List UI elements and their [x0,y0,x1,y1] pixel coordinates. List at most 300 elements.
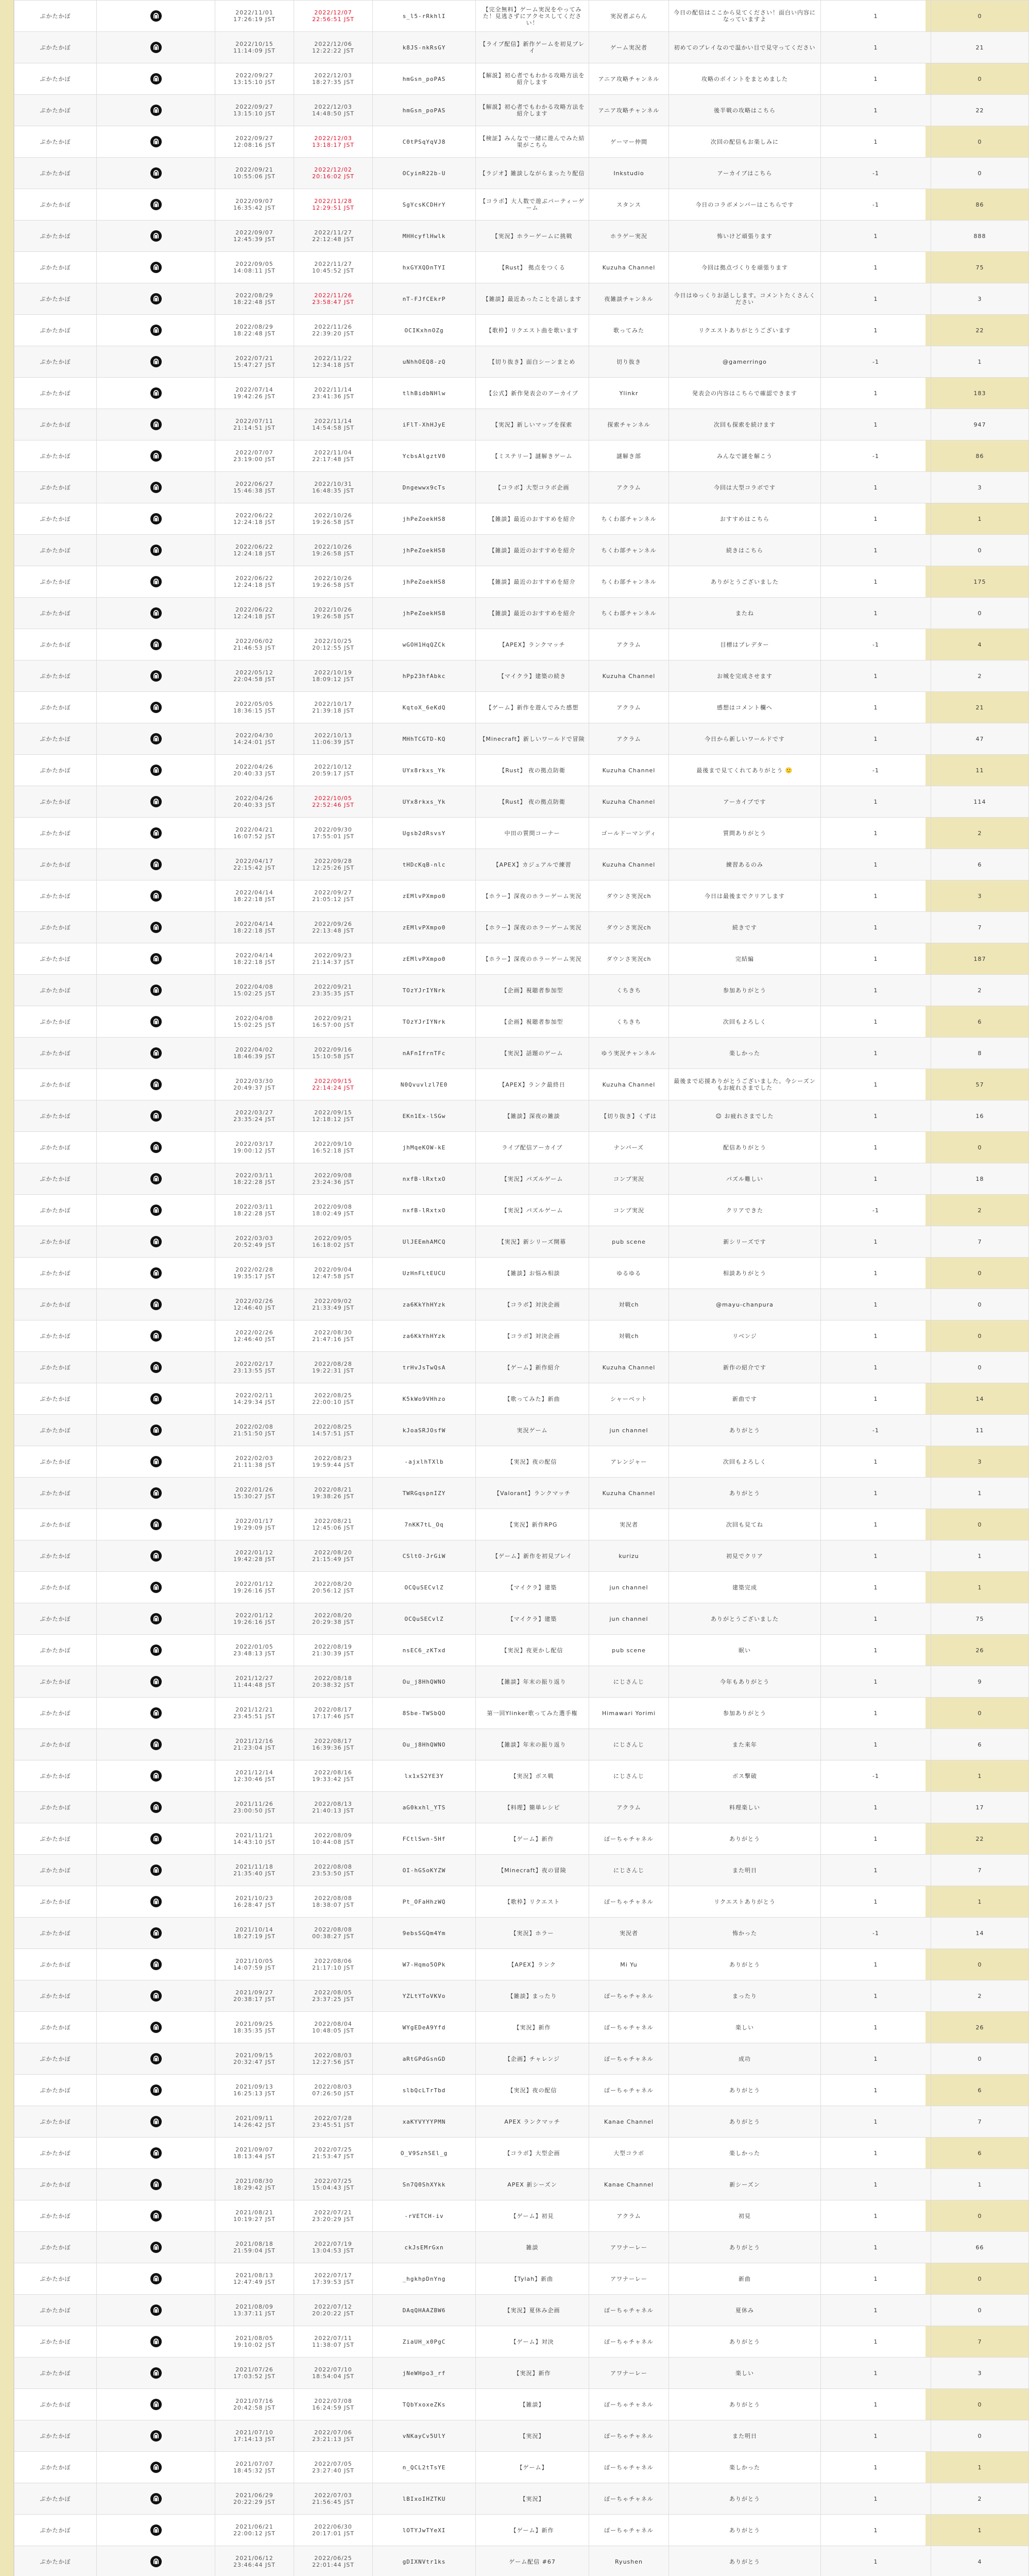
user-cell: ぷかたかぽ [14,629,97,660]
table-row[interactable] [14,2452,1029,2483]
comment-text-cell: 😊 お疲れさまでした [669,1100,821,1132]
published-date-cell: 2021/09/27 20:38:17 JST [215,1980,294,2012]
channel-logo-cell [97,1478,215,1509]
comment-text-cell: ありがとうございました [669,566,821,598]
video-id-cell: lx1xS2YE3Y [373,1760,476,1792]
rating-cell: 1 [821,1289,931,1320]
channel-logo-icon [150,1519,162,1530]
published-date-cell: 2022/01/12 19:26:16 JST [215,1603,294,1635]
user-cell: ぷかたかぽ [14,1540,97,1572]
comment-date-cell: 2022/10/25 20:12:55 JST [294,629,373,660]
table-row[interactable] [14,2138,1029,2169]
table-row[interactable] [14,346,1029,378]
comment-date-cell: 2022/09/27 21:05:12 JST [294,880,373,912]
rating-cell: 1 [821,2043,931,2075]
like-count-cell: 0 [931,2200,1029,2232]
like-count-cell: 1 [931,1572,1029,1603]
table-row[interactable] [14,2232,1029,2263]
comment-date-cell: 2022/10/12 20:59:17 JST [294,755,373,786]
user-cell: ぷかたかぽ [14,566,97,598]
video-title-cell: 【実況】パズルゲーム [476,1163,589,1195]
comment-text-cell: リベンジ [669,1320,821,1352]
published-date-cell: 2022/07/11 21:14:51 JST [215,409,294,440]
table-row[interactable] [14,723,1029,755]
comment-text-cell: クリアできた [669,1195,821,1226]
table-row[interactable] [14,1886,1029,1918]
published-date-cell: 2022/06/22 12:24:18 JST [215,535,294,566]
channel-name-cell: スタンス [589,189,669,221]
table-row[interactable] [14,126,1029,158]
video-id-cell: OCQuSECvlZ [373,1603,476,1635]
channel-logo-cell [97,1666,215,1698]
rating-cell: 1 [821,32,931,63]
table-row[interactable] [14,472,1029,503]
table-row[interactable] [14,2326,1029,2358]
table-row[interactable] [14,252,1029,283]
table-row[interactable] [14,1540,1029,1572]
table-row[interactable] [14,1635,1029,1666]
comment-date-cell: 2022/07/08 16:24:59 JST [294,2389,373,2420]
video-title-cell: 【雑談】最近のおすすめを紹介 [476,598,589,629]
channel-name-cell: 大型コラボ [589,2138,669,2169]
video-title-cell: 【Minecraft】夜の冒険 [476,1855,589,1886]
video-id-cell: OCQuSECvlZ [373,1572,476,1603]
comment-date-cell: 2022/08/03 07:26:50 JST [294,2075,373,2106]
video-title-cell: 中田の質問コーナー [476,818,589,849]
table-row[interactable] [14,189,1029,221]
table-row[interactable] [14,315,1029,346]
comment-date-cell: 2022/07/21 23:20:29 JST [294,2200,373,2232]
table-row[interactable] [14,1980,1029,2012]
comment-date-cell: 2022/09/28 12:25:26 JST [294,849,373,880]
rating-cell: 1 [821,1,931,32]
rating-cell: 1 [821,2169,931,2200]
like-count-cell: 2 [931,975,1029,1006]
channel-logo-icon [150,1739,162,1750]
channel-name-cell: Mi Yu [589,1949,669,1980]
rating-cell: 1 [821,126,931,158]
channel-logo-icon [150,2556,162,2567]
video-title-cell: 【雑談】深夜の雑談 [476,1100,589,1132]
table-row[interactable] [14,409,1029,440]
table-row[interactable] [14,1195,1029,1226]
channel-logo-icon [150,513,162,524]
published-date-cell: 2022/09/07 16:35:42 JST [215,189,294,221]
rating-cell: 1 [821,1383,931,1415]
published-date-cell: 2022/09/21 10:55:06 JST [215,158,294,189]
table-row[interactable] [14,1100,1029,1132]
table-row[interactable] [14,1383,1029,1415]
comment-date-cell: 2022/08/21 19:38:26 JST [294,1478,373,1509]
video-id-cell: W7-Hqmo5OPk [373,1949,476,1980]
table-row[interactable] [14,1,1029,32]
rating-cell: 1 [821,1698,931,1729]
rating-cell: -1 [821,440,931,472]
rating-cell: 1 [821,1006,931,1038]
rating-cell: 1 [821,2295,931,2326]
video-title-cell: 【APEX】カジュアルで練習 [476,849,589,880]
table-row[interactable] [14,1729,1029,1760]
video-id-cell: vNKayCv5UlY [373,2420,476,2452]
rating-cell: 1 [821,692,931,723]
user-cell: ぷかたかぽ [14,1289,97,1320]
channel-name-cell: jun channel [589,1603,669,1635]
video-title-cell: 【ゲーム】初見 [476,2200,589,2232]
table-row[interactable] [14,1132,1029,1163]
table-row[interactable] [14,1446,1029,1478]
table-row[interactable] [14,95,1029,126]
table-row[interactable] [14,880,1029,912]
comment-date-cell: 2022/10/31 16:48:35 JST [294,472,373,503]
table-row[interactable] [14,2043,1029,2075]
video-id-cell: aRtGPdGsnGD [373,2043,476,2075]
table-row[interactable] [14,158,1029,189]
channel-name-cell: Kuzuha Channel [589,1352,669,1383]
comment-text-cell: まったり [669,1980,821,2012]
table-row[interactable] [14,1855,1029,1886]
channel-name-cell: ぽーちゃチャネル [589,1823,669,1855]
rating-cell: 1 [821,1100,931,1132]
table-row[interactable] [14,1006,1029,1038]
channel-name-cell: ぽーちゃチャネル [589,2075,669,2106]
table-row[interactable] [14,1038,1029,1069]
table-row[interactable] [14,2012,1029,2043]
user-cell: ぷかたかぽ [14,378,97,409]
video-title-cell: 【雑談】最近のおすすめを紹介 [476,566,589,598]
table-row[interactable] [14,2295,1029,2326]
channel-logo-cell [97,283,215,315]
comment-date-cell: 2022/12/03 14:48:50 JST [294,95,373,126]
published-date-cell: 2021/12/16 21:23:04 JST [215,1729,294,1760]
comment-text-cell: 今日のコラボメンバーはこちらです [669,189,821,221]
channel-logo-icon [150,733,162,744]
comment-date-cell: 2022/10/26 19:26:58 JST [294,503,373,535]
comment-date-cell: 2022/07/25 15:04:43 JST [294,2169,373,2200]
channel-logo-cell [97,1320,215,1352]
table-row[interactable] [14,1666,1029,1698]
rating-cell: 1 [821,2358,931,2389]
channel-logo-icon [150,2524,162,2536]
channel-name-cell: ぽーちゃチャネル [589,2043,669,2075]
published-date-cell: 2022/04/02 18:46:39 JST [215,1038,294,1069]
video-id-cell: nsEC6_zKTxd [373,1635,476,1666]
video-title-cell: 【マイクラ】建築 [476,1603,589,1635]
channel-name-cell: Kuzuha Channel [589,252,669,283]
channel-name-cell: ゲーマー仲間 [589,126,669,158]
channel-logo-cell [97,315,215,346]
channel-name-cell: ゆるゆる [589,1258,669,1289]
channel-logo-cell [97,2389,215,2420]
rating-cell: -1 [821,755,931,786]
like-count-cell: 1 [931,1478,1029,1509]
comment-text-cell: 新曲 [669,2263,821,2295]
channel-logo-icon [150,2399,162,2410]
table-row[interactable] [14,2389,1029,2420]
comment-date-cell: 2022/08/06 21:17:10 JST [294,1949,373,1980]
channel-logo-icon [150,607,162,619]
channel-logo-cell [97,1006,215,1038]
rating-cell: 1 [821,1823,931,1855]
table-row[interactable] [14,1823,1029,1855]
rating-cell: 1 [821,1132,931,1163]
video-title-cell: 【実況】新作 [476,2012,589,2043]
channel-name-cell: アニア攻略チャンネル [589,95,669,126]
table-row[interactable] [14,63,1029,95]
channel-logo-cell [97,660,215,692]
table-row[interactable] [14,818,1029,849]
video-title-cell: 【実況】夏休み企画 [476,2295,589,2326]
like-count-cell: 17 [931,1792,1029,1823]
video-title-cell: 【実況】ホラー [476,1918,589,1949]
comment-text-cell: 料理楽しい [669,1792,821,1823]
video-title-cell: ゲーム配信 #67 [476,2546,589,2576]
comment-date-cell: 2022/10/13 11:06:39 JST [294,723,373,755]
channel-logo-cell [97,629,215,660]
comment-date-cell: 2022/08/30 21:47:16 JST [294,1320,373,1352]
user-cell: ぷかたかぽ [14,1509,97,1540]
table-row[interactable] [14,1509,1029,1540]
table-row[interactable] [14,975,1029,1006]
table-row[interactable] [14,849,1029,880]
video-id-cell: O_V9SzhSEl_g [373,2138,476,2169]
channel-logo-cell [97,1163,215,1195]
published-date-cell: 2022/06/22 12:24:18 JST [215,503,294,535]
table-row[interactable] [14,1163,1029,1195]
video-title-cell: 【実況】新しいマップを探索 [476,409,589,440]
channel-name-cell: シャーベット [589,1383,669,1415]
rating-cell: 1 [821,1980,931,2012]
table-row[interactable] [14,32,1029,63]
channel-logo-cell [97,2075,215,2106]
table-row[interactable] [14,1698,1029,1729]
table-row[interactable] [14,912,1029,943]
channel-name-cell: pub scene [589,1635,669,1666]
video-id-cell: n_QCL2tTsYE [373,2452,476,2483]
comment-date-cell: 2022/11/14 23:41:36 JST [294,378,373,409]
video-title-cell: 【コラボ】大型コラボ企画 [476,472,589,503]
channel-name-cell: 切り抜き [589,346,669,378]
comment-date-cell: 2022/11/27 10:45:52 JST [294,252,373,283]
rating-cell: 1 [821,95,931,126]
published-date-cell: 2021/06/21 22:00:12 JST [215,2515,294,2546]
rating-cell: 1 [821,1603,931,1635]
table-row[interactable] [14,1792,1029,1823]
channel-logo-icon [150,1173,162,1184]
comment-text-cell: ありがとう [669,1949,821,1980]
comment-text-cell: 新曲です [669,1383,821,1415]
user-cell: ぷかたかぽ [14,660,97,692]
published-date-cell: 2022/01/05 23:48:13 JST [215,1635,294,1666]
channel-logo-icon [150,1299,162,1310]
like-count-cell: 21 [931,32,1029,63]
table-row[interactable] [14,2075,1029,2106]
channel-logo-cell [97,2263,215,2295]
comment-text-cell: 次回もよろしく [669,1006,821,1038]
like-count-cell: 26 [931,2012,1029,2043]
like-count-cell: 0 [931,1352,1029,1383]
channel-logo-icon [150,1582,162,1593]
channel-name-cell: くちきち [589,975,669,1006]
comment-text-cell: 楽しかった [669,1038,821,1069]
table-row[interactable] [14,1069,1029,1100]
comment-text-cell: ありがとう [669,2515,821,2546]
published-date-cell: 2021/08/30 18:29:42 JST [215,2169,294,2200]
table-row[interactable] [14,2358,1029,2389]
table-row[interactable] [14,786,1029,818]
channel-name-cell: 歌ってみた [589,315,669,346]
video-id-cell: WYgEDeA9Yfd [373,2012,476,2043]
table-row[interactable] [14,1918,1029,1949]
table-row[interactable] [14,2420,1029,2452]
table-row[interactable] [14,2515,1029,2546]
table-row[interactable] [14,1949,1029,1980]
published-date-cell: 2022/02/28 19:35:17 JST [215,1258,294,1289]
channel-logo-icon [150,2242,162,2253]
table-row[interactable] [14,2200,1029,2232]
table-row[interactable] [14,598,1029,629]
user-cell: ぷかたかぽ [14,1729,97,1760]
comment-date-cell: 2022/09/10 16:52:18 JST [294,1132,373,1163]
rating-cell: 1 [821,1446,931,1478]
rating-cell: 1 [821,566,931,598]
comment-text-cell: 続きです [669,912,821,943]
video-id-cell: gDIXNVtr1ks [373,2546,476,2576]
channel-name-cell: 【切り抜き】くずは [589,1100,669,1132]
rating-cell: 1 [821,975,931,1006]
user-cell: ぷかたかぽ [14,1823,97,1855]
published-date-cell: 2022/04/17 22:15:42 JST [215,849,294,880]
rating-cell: 1 [821,598,931,629]
comment-text-cell: ありがとう [669,2326,821,2358]
comment-date-cell: 2022/07/17 17:39:53 JST [294,2263,373,2295]
published-date-cell: 2021/09/07 18:13:44 JST [215,2138,294,2169]
rating-cell: 1 [821,2483,931,2515]
table-row[interactable] [14,1320,1029,1352]
table-row[interactable] [14,1258,1029,1289]
table-row[interactable] [14,440,1029,472]
table-row[interactable] [14,1478,1029,1509]
video-title-cell: 【検証】みんなで一緒に遊んでみた結果がこちら [476,126,589,158]
comment-date-cell: 2022/09/15 12:18:12 JST [294,1100,373,1132]
like-count-cell: 947 [931,409,1029,440]
video-title-cell: 雑談 [476,2232,589,2263]
table-row[interactable] [14,2263,1029,2295]
table-row[interactable] [14,1289,1029,1320]
user-cell: ぷかたかぽ [14,535,97,566]
channel-logo-icon [150,639,162,650]
comment-text-cell: 攻略のポイントをまとめました [669,63,821,95]
table-row[interactable] [14,378,1029,409]
channel-name-cell: kurizu [589,1540,669,1572]
video-id-cell: SgYcsKCDHrY [373,189,476,221]
table-row[interactable] [14,2106,1029,2138]
user-cell: ぷかたかぽ [14,189,97,221]
table-row[interactable] [14,1603,1029,1635]
table-row[interactable] [14,566,1029,598]
channel-name-cell: コンプ実況 [589,1195,669,1226]
published-date-cell: 2021/12/21 23:45:51 JST [215,1698,294,1729]
published-date-cell: 2022/05/05 18:36:15 JST [215,692,294,723]
table-row[interactable] [14,2483,1029,2515]
like-count-cell: 2 [931,2483,1029,2515]
rating-cell: 1 [821,1949,931,1980]
published-date-cell: 2021/09/25 18:35:35 JST [215,2012,294,2043]
table-row[interactable] [14,660,1029,692]
comment-date-cell: 2022/08/13 21:40:13 JST [294,1792,373,1823]
table-row[interactable] [14,1226,1029,1258]
comment-text-cell: 今回は大型コラボです [669,472,821,503]
channel-logo-icon [150,199,162,210]
video-title-cell: 【ゲーム】新作 [476,2515,589,2546]
channel-name-cell: アクラム [589,1792,669,1823]
channel-logo-cell [97,818,215,849]
table-row[interactable] [14,1572,1029,1603]
channel-logo-cell [97,975,215,1006]
video-id-cell: KqtoX_6eKdQ [373,692,476,723]
channel-logo-cell [97,503,215,535]
channel-logo-cell [97,2232,215,2263]
table-row[interactable] [14,755,1029,786]
channel-logo-cell [97,158,215,189]
video-title-cell: 【実況】新作 [476,2358,589,2389]
channel-logo-cell [97,252,215,283]
table-row[interactable] [14,2169,1029,2200]
table-row[interactable] [14,1352,1029,1383]
table-row[interactable] [14,1415,1029,1446]
like-count-cell: 0 [931,2295,1029,2326]
channel-logo-cell [97,566,215,598]
video-id-cell: hPp23hfAbkc [373,660,476,692]
rating-cell: -1 [821,158,931,189]
channel-name-cell: アクラム [589,2200,669,2232]
video-title-cell: 【実況】ホラーゲームに挑戦 [476,221,589,252]
table-row[interactable] [14,629,1029,660]
table-row[interactable] [14,692,1029,723]
comment-text-cell: ありがとう [669,2075,821,2106]
table-row[interactable] [14,503,1029,535]
comment-date-cell: 2022/06/30 20:17:01 JST [294,2515,373,2546]
comment-text-cell: また明日 [669,2420,821,2452]
channel-logo-icon [150,985,162,996]
table-row[interactable] [14,221,1029,252]
user-cell: ぷかたかぽ [14,2420,97,2452]
like-count-cell: 2 [931,1980,1029,2012]
channel-logo-cell [97,440,215,472]
published-date-cell: 2022/06/22 12:24:18 JST [215,566,294,598]
channel-logo-icon [150,765,162,776]
channel-logo-icon [150,419,162,430]
table-row[interactable] [14,535,1029,566]
like-count-cell: 21 [931,692,1029,723]
channel-logo-cell [97,943,215,975]
video-title-cell: 【実況】新シリーズ開幕 [476,1226,589,1258]
video-id-cell: jhPeZoekHS8 [373,503,476,535]
channel-name-cell: ダウンさ実況ch [589,912,669,943]
table-row[interactable] [14,1760,1029,1792]
video-title-cell: 【実況】夜の配信 [476,2075,589,2106]
table-row[interactable] [14,2546,1029,2576]
channel-logo-cell [97,2546,215,2576]
comment-date-cell: 2022/08/17 16:39:36 JST [294,1729,373,1760]
like-count-cell: 22 [931,1823,1029,1855]
channel-name-cell: ちくわ部チャンネル [589,598,669,629]
table-row[interactable] [14,943,1029,975]
video-id-cell: C0tPSqYqVJ8 [373,126,476,158]
table-row[interactable] [14,283,1029,315]
like-count-cell: 18 [931,1163,1029,1195]
channel-name-cell: jun channel [589,1415,669,1446]
rating-cell: 1 [821,723,931,755]
